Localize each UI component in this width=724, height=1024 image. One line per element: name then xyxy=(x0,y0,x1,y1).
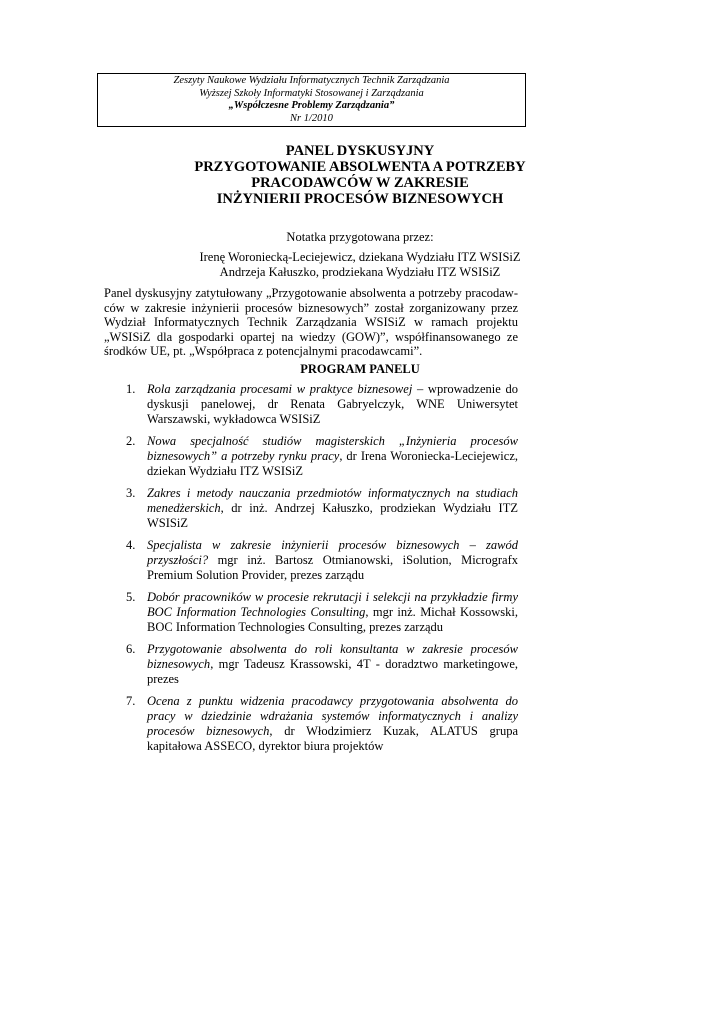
item-speaker: , dr Włodzimierz Kuzak, ALATUS grupa kapitałowa ASSECO, dyrektor biura projektów xyxy=(147,724,518,753)
program-item xyxy=(104,694,518,754)
journal-header xyxy=(97,73,526,127)
authors xyxy=(100,250,620,279)
item-number: 3. xyxy=(126,486,136,500)
intro-paragraph: Panel dyskusyjny zatytułowany „Przygotowanie absolwenta a potrzeby pracodawców w zakresie inżynierii procesów biznesowych” został zorganizowany przez Wydział Informatycznych Technik Zarządzania WSISiZ w ramach projektu „WSISiZ dla gospodarki opartej na wiedzy (GOW)”, współfinansowanego ze środków UE, pt. „Współpraca z potencjalnymi pracodawcami”. xyxy=(104,286,518,358)
item-speaker: , dr inż. Andrzej Kałuszko, prodziekan Wydziału ITZ WSISiZ xyxy=(147,501,518,530)
author-line: Andrzeja Kałuszko, prodziekana Wydziału ITZ WSISiZ xyxy=(219,264,501,279)
program-item xyxy=(104,486,518,531)
item-title: Przygotowanie absolwenta do roli konsultanta w zakresie procesów biznesowych xyxy=(147,642,518,671)
program-item xyxy=(104,434,518,479)
author-line: Irenę Woroniecką-Leciejewicz, dziekana Wydziału ITZ WSISiZ xyxy=(199,250,521,264)
item-title: Ocena z punktu widzenia pracodawcy przygotowania absolwenta do pracy w dziedzinie wdrażania systemów informatycznych i analizy procesów biznesowych xyxy=(147,694,518,738)
item-speaker: mgr inż. Bartosz Otmianowski, iSolution, Micrografx Premium Solution Provider, prezes zarządu xyxy=(147,553,518,582)
document-title xyxy=(100,143,620,207)
program-list xyxy=(104,382,518,754)
title-line: PRACODAWCÓW W ZAKRESIE xyxy=(251,175,469,191)
item-number: 5. xyxy=(126,590,136,604)
item-title: Zakres i metody nauczania przedmiotów informatycznych na studiach menedżerskich xyxy=(147,486,518,515)
title-line: PANEL DYSKUSYJNY xyxy=(285,143,435,159)
item-title: Dobór pracowników w procesie rekrutacji i selekcji na przykładzie firmy BOC Information Technologies Consulting xyxy=(147,590,518,619)
item-speaker: , dr Irena Woroniecka-Leciejewicz, dziekan Wydziału ITZ WSISiZ xyxy=(147,449,518,478)
program-heading: PROGRAM PANELU xyxy=(300,362,420,376)
item-number: 7. xyxy=(126,694,136,708)
journal-name: Zeszyty Naukowe Wydziału Informatycznych Technik Zarządzania xyxy=(173,75,450,86)
item-number: 6. xyxy=(126,642,136,656)
program-item xyxy=(104,382,518,427)
item-number: 2. xyxy=(126,434,136,448)
item-speaker: , mgr Tadeusz Krassowski, 4T - doradztwo marketingowe, prezes xyxy=(147,657,518,686)
program-item xyxy=(104,642,518,687)
item-number: 1. xyxy=(126,382,136,396)
title-line: INŻYNIERII PROCESÓW BIZNESOWYCH xyxy=(216,191,504,207)
item-speaker: – wprowadzenie do dyskusji panelowej, dr Renata Gabryelczyk, WNE Uniwersytet Warszawski, wykładowca WSISiZ xyxy=(147,382,518,426)
journal-series: „Współczesne Problemy Zarządzania” xyxy=(228,100,395,111)
journal-issue: Nr 1/2010 xyxy=(290,112,333,124)
note-label: Notatka przygotowana przez: xyxy=(286,230,434,244)
item-speaker: , mgr inż. Michał Kossowski, BOC Information Technologies Consulting, prezes zarządu xyxy=(147,605,519,634)
journal-publisher: Wyższej Szkoły Informatyki Stosowanej i Zarządzania xyxy=(199,87,424,99)
item-title: Specjalista w zakresie inżynierii procesów biznesowych – zawód przyszłości? xyxy=(147,538,518,567)
program-item xyxy=(104,538,518,583)
program-item xyxy=(104,590,518,635)
item-number: 4. xyxy=(126,538,136,552)
item-title: Rola zarządzania procesami w praktyce biznesowej xyxy=(147,382,413,396)
title-line: PRZYGOTOWANIE ABSOLWENTA A POTRZEBY xyxy=(194,159,526,175)
item-title: Nowa specjalność studiów magisterskich „Inżynieria procesów biznesowych” a potrzeby rynku pracy xyxy=(147,434,518,463)
